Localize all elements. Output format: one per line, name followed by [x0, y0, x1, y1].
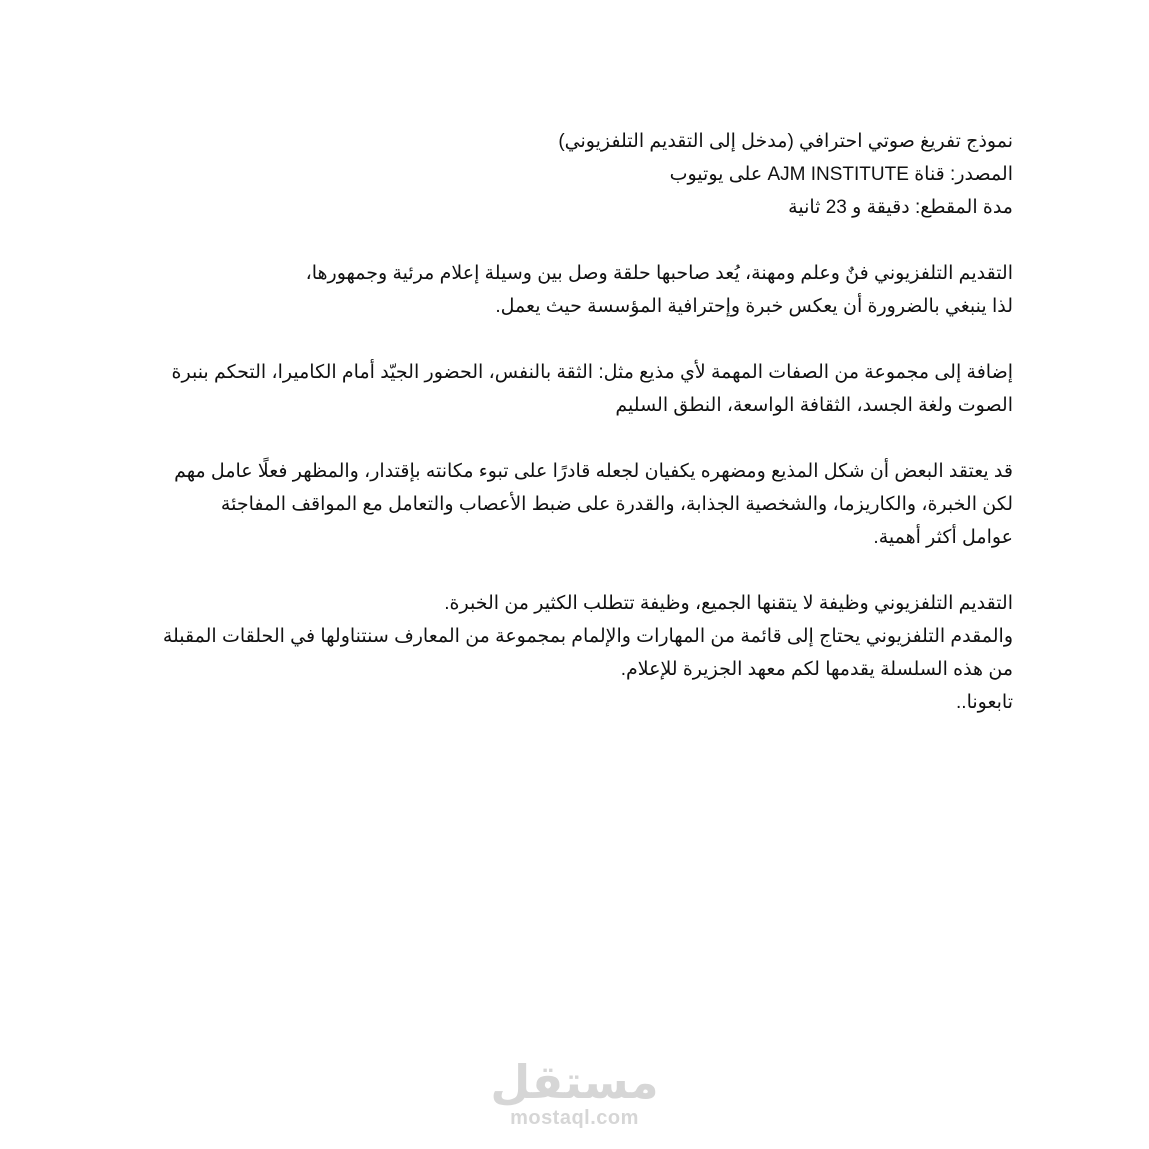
- paragraph-line: الصوت ولغة الجسد، الثقافة الواسعة، النطق السليم: [615, 395, 1013, 416]
- paragraph-2: [135, 356, 1013, 422]
- paragraph-line: التقديم التلفزيوني وظيفة لا يتقنها الجميع، وظيفة تتطلب الكثير من الخبرة.: [444, 593, 1013, 614]
- watermark-url: mostaql.com: [510, 1107, 639, 1129]
- paragraph-line: عوامل أكثر أهمية.: [873, 527, 1013, 548]
- paragraph-line: من هذه السلسلة يقدمها لكم معهد الجزيرة للإعلام.: [620, 659, 1013, 680]
- paragraph-line: والمقدم التلفزيوني يحتاج إلى قائمة من المهارات والإلمام بمجموعة من المعارف سنتناولها في الحلقات المقبلة: [162, 626, 1013, 647]
- paragraph-line: تابعونا..: [956, 692, 1013, 713]
- mostaql-watermark: [0, 1058, 1149, 1130]
- source-line: المصدر: قناة AJM INSTITUTE على يوتيوب: [669, 164, 1013, 185]
- document-header: [135, 125, 1013, 224]
- paragraph-4: [135, 587, 1013, 719]
- document-body: [135, 125, 1013, 752]
- duration-line: مدة المقطع: دقيقة و 23 ثانية: [788, 197, 1013, 218]
- paragraph-1: [135, 257, 1013, 323]
- paragraph-line: لذا ينبغي بالضرورة أن يعكس خبرة وإحترافية المؤسسة حيث يعمل.: [495, 296, 1013, 317]
- paragraph-line: لكن الخبرة، والكاريزما، والشخصية الجذابة، والقدرة على ضبط الأعصاب والتعامل مع المواقف المفاجئة: [220, 494, 1013, 515]
- document-title: نموذج تفريغ صوتي احترافي (مدخل إلى التقديم التلفزيوني): [558, 131, 1013, 152]
- paragraph-line: إضافة إلى مجموعة من الصفات المهمة لأي مذيع مثل: الثقة بالنفس، الحضور الجيّد أمام الكاميرا، التحكم بنبرة: [171, 362, 1013, 383]
- paragraph-3: [135, 455, 1013, 554]
- watermark-logo: مستقل: [490, 1056, 659, 1108]
- paragraph-line: قد يعتقد البعض أن شكل المذيع ومضهره يكفيان لجعله قادرًا على تبوء مكانته بإقتدار، والمظهر فعلًا عامل مهم: [174, 461, 1013, 482]
- paragraph-line: التقديم التلفزيوني فنٌ وعلم ومهنة، يُعد صاحبها حلقة وصل بين وسيلة إعلام مرئية وجمهورها،: [305, 263, 1013, 284]
